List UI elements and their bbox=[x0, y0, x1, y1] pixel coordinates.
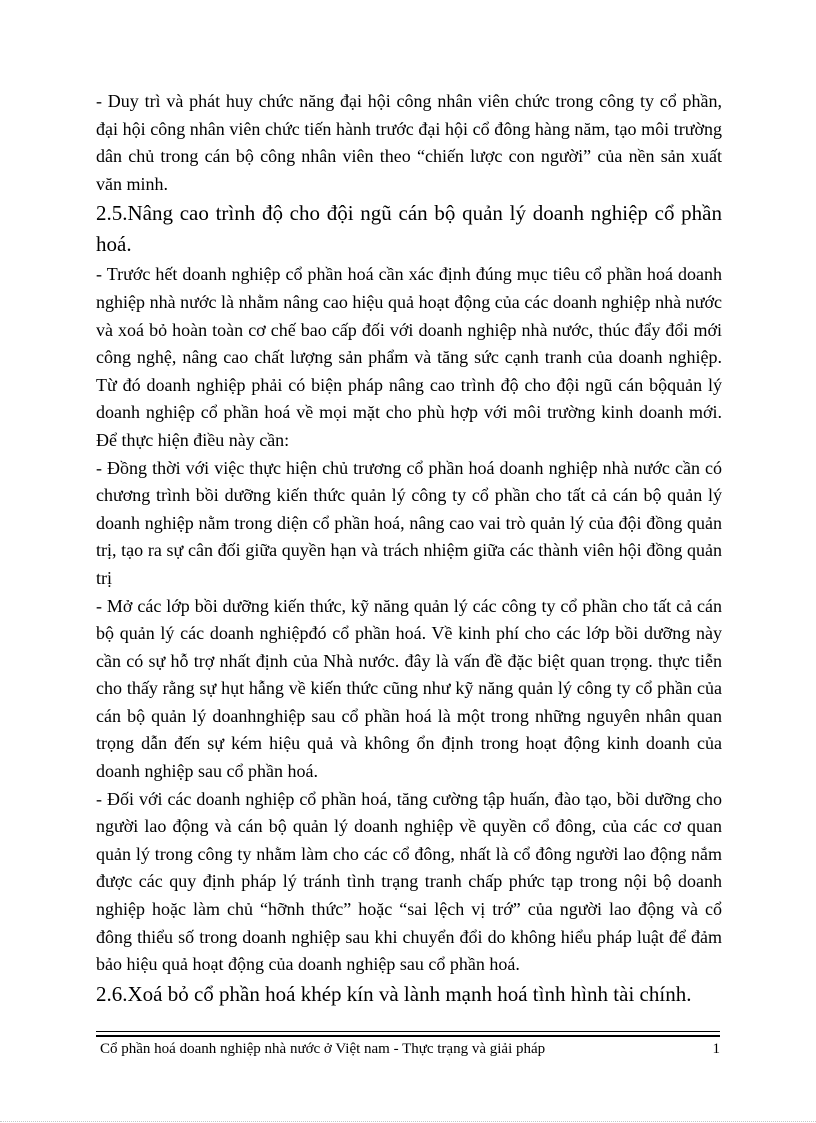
footer-title: Cổ phần hoá doanh nghiệp nhà nước ở Việt nam - Thực trạng và giải pháp bbox=[100, 1041, 546, 1057]
paragraph-1: - Duy trì và phát huy chức năng đại hội công nhân viên chức trong công ty cổ phần, đại hội công nhân viên chức tiến hành trước đại hội cổ đông hàng năm, tạo môi trường dân chủ trong cán bộ công nhân viên theo “chiến lược con người” của nền sản xuất văn minh. bbox=[96, 91, 722, 194]
page-boundary bbox=[0, 1121, 816, 1122]
section-heading-2-5: 2.5.Nâng cao trình độ cho đội ngũ cán bộ quản lý doanh nghiệp cổ phần hoá. bbox=[96, 201, 722, 257]
document-body bbox=[96, 88, 722, 1011]
paragraph-2: - Trước hết doanh nghiệp cổ phần hoá cần xác định đúng mục tiêu cổ phần hoá doanh nghiệp nhà nước là nhằm nâng cao hiệu quả hoạt động của các doanh nghiệp nhà nước và xoá bỏ hoàn toàn cơ chế bao cấp đối với doanh nghiệp nhà nước, thúc đẩy đổi mới công nghệ, nâng cao chất lượng sản phẩm và tăng sức cạnh tranh của doanh nghiệp. Từ đó doanh nghiệp phải có biện pháp nâng cao trình độ cho đội ngũ cán bộquản lý doanh nghiệp cổ phần hoá về mọi mặt cho phù hợp với môi trường kinh doanh mới. Để thực hiện điều này cần: bbox=[96, 264, 722, 450]
page-footer bbox=[100, 1040, 720, 1058]
footer-divider-thick bbox=[96, 1035, 720, 1037]
paragraph-5: - Đối với các doanh nghiệp cổ phần hoá, tăng cường tập huấn, đào tạo, bồi dưỡng cho người lao động và cán bộ quản lý doanh nghiệp về quyền cổ đông, của các cơ quan quản lý trong công ty nhằm làm cho các cổ đông, nhất là cổ đông người lao động nắm được các quy định pháp lý tránh tình trạng tranh chấp phức tạp trong nội bộ doanh nghiệp hoặc làm chủ “hỡnh thức” hoặc “sai lệch vị trớ” của người lao động và cổ đông thiểu số trong doanh nghiệp sau khi chuyển đổi do không hiểu pháp luật để đảm bảo hiệu quả hoạt động của doanh nghiệp sau cổ phần hoá. bbox=[96, 788, 722, 975]
page-number: 1 bbox=[712, 1041, 720, 1057]
footer-divider-thin bbox=[96, 1031, 720, 1032]
section-heading-2-6: 2.6.Xoá bỏ cổ phần hoá khép kín và lành mạnh hoá tình hình tài chính. bbox=[96, 981, 692, 1006]
paragraph-3: - Đồng thời với việc thực hiện chủ trương cổ phần hoá doanh nghiệp nhà nước cần có chương trình bồi dưỡng kiến thức quản lý công ty cổ phần cho tất cả cán bộ quản lý doanh nghiệp nằm trong diện cổ phần hoá, nâng cao vai trò quản lý của đội đồng quản trị, tạo ra sự cân đối giữa quyền hạn và trách nhiệm giữa các thành viên hội đồng quản trị bbox=[96, 457, 722, 588]
paragraph-4: - Mở các lớp bồi dưỡng kiến thức, kỹ năng quản lý các công ty cổ phần cho tất cả cán bộ quản lý các doanh nghiệpđó cổ phần hoá. Về kinh phí cho các lớp bồi dưỡng này cần có sự hỗ trợ nhất định của Nhà nước. đây là vấn đề đặc biệt quan trọng. thực tiễn cho thấy rằng sự hụt hẫng về kiến thức cũng như kỹ năng quản lý công ty cổ phần của cán bộ quản lý doanhnghiệp sau cổ phần hoá là một trong những nguyên nhân quan trọng dẫn đến sự kém hiệu quả và không ổn định trong hoạt động kinh doanh của doanh nghiệp sau cổ phần hoá. bbox=[96, 595, 722, 782]
